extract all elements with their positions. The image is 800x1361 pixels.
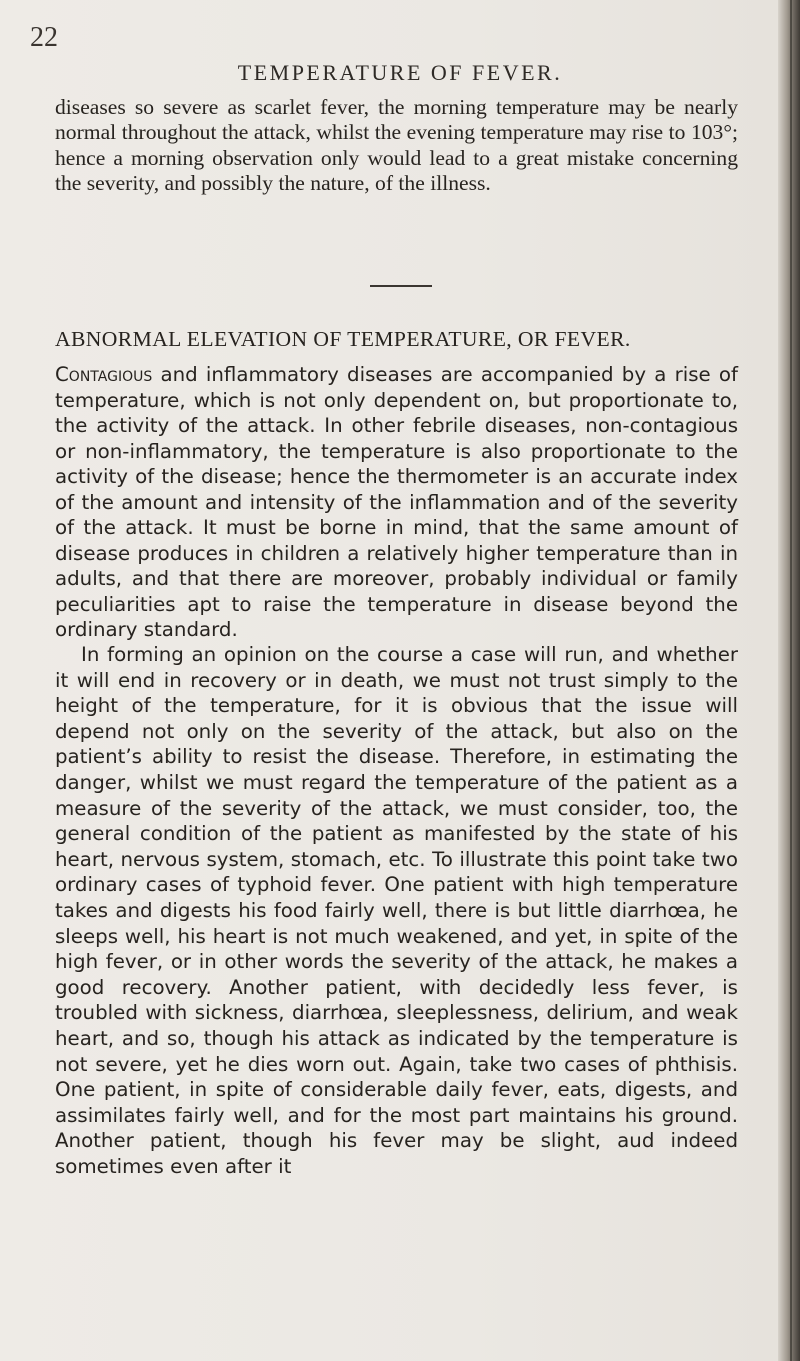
section-paragraph-1-text: and inflammatory diseases are accompanied by a rise of temperature, which is not only dependent on, but proportionate to, the activity of the attack. In other febrile diseases, non-contagious or non-inflammatory, the temperature is also proportionate to the activity of the disease; hence the thermometer is an accurate index of the amount and intensity of the inflammation and of the severity of the attack. It must be borne in mind, that the same amount of disease produces in children a relatively higher temperature than in adults, and that there are moreover, probably individual or family peculiarities apt to raise the temperature in disease beyond the ordinary standard.	[55, 363, 738, 641]
running-head: TEMPERATURE OF FEVER.	[237, 60, 563, 85]
page-number: 22	[30, 22, 58, 53]
section-divider	[370, 285, 432, 287]
page-edge-shadow	[778, 0, 800, 1361]
opening-paragraph: diseases so severe as scarlet fever, the morning temperature may be nearly normal throughout the attack, whilst the evening temperature may rise to 103°; hence a morning observation only would lead to a great mistake concerning the severity, and possibly the nature, of the illness.	[55, 95, 738, 196]
lead-word: Contagious	[55, 363, 153, 386]
binding-edge	[790, 0, 792, 1361]
section-paragraph-1	[55, 362, 738, 643]
section-heading: ABNORMAL ELEVATION OF TEMPERATURE, OR FEVER.	[55, 327, 631, 351]
section-paragraph-2: In forming an opinion on the course a case will run, and whether it will end in recovery or in death, we must not trust simply to the height of the temperature, for it is obvious that the issue will depend not only on the severity of the attack, but also on the patient’s ability to resist the disease. Therefore, in estimating the danger, whilst we must regard the temperature of the patient as a measure of the severity of the attack, we must consider, too, the general condition of the patient as manifested by the state of his heart, nervous system, stomach, etc. To illustrate this point take two ordinary cases of typhoid fever. One patient with high temperature takes and digests his food fairly well, there is but little diarrhœa, he sleeps well, his heart is not much weakened, and yet, in spite of the high fever, or in other words the severity of the attack, he makes a good recovery. Another patient, with decidedly less fever, is troubled with sickness, diarrhœa, sleeplessness, delirium, and weak heart, and so, though his attack as indicated by the temperature is not severe, yet he dies worn out. Again, take two cases of phthisis. One patient, in spite of considerable daily fever, eats, digests, and assimilates fairly well, and for the most part maintains his ground. Another patient, though his fever may be slight, aud indeed sometimes even after it	[55, 643, 738, 1178]
